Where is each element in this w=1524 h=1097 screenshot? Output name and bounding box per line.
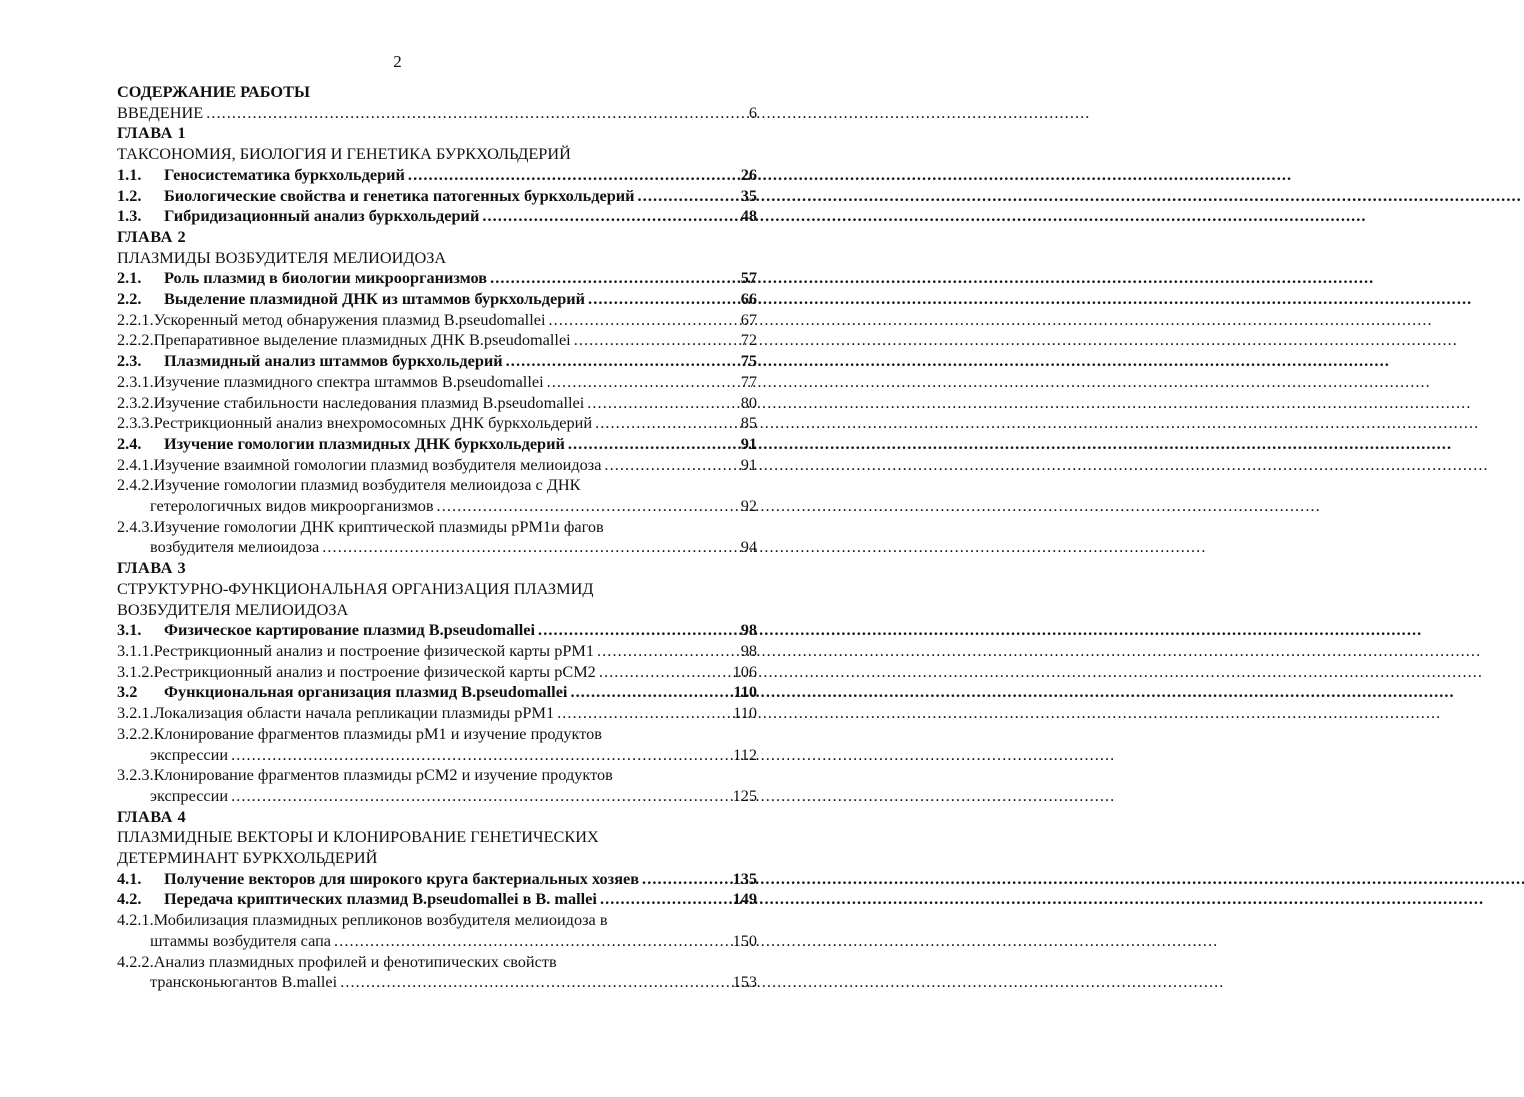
entry-number: 4.2.1. — [117, 910, 154, 930]
entry-text: Мобилизация плазмидных репликонов возбудителя мелиоидоза в — [153, 910, 608, 930]
entry-page: 112 — [733, 744, 757, 764]
entry-number: 2.4. — [117, 433, 142, 453]
leader-dots — [490, 268, 738, 289]
toc-entry-continuation — [117, 745, 757, 766]
leader-dots — [334, 931, 730, 952]
leader-dots — [588, 289, 738, 310]
entry-text-cont: штаммы возбудителя сапа — [150, 930, 332, 950]
entry-text: Получение векторов для широкого круга бактериальных хозяев — [164, 868, 640, 888]
toc-entry — [117, 475, 757, 496]
entry-text-cont: трансконьюгантов B.mallei — [150, 972, 338, 992]
entry-page: 80 — [740, 392, 757, 412]
entry-text: Изучение взаимной гомологии плазмид возбудителя мелиоидоза — [153, 454, 602, 474]
entry-text-cont: экспрессии — [150, 785, 229, 805]
entry-number: 2.4.3. — [117, 516, 154, 536]
toc-entry — [117, 351, 757, 372]
entry-text: Изучение гомологии плазмид возбудителя мелиоидоза с ДНК — [153, 475, 581, 495]
toc-entry — [117, 393, 757, 414]
entry-text: Рестрикционный анализ и построение физической карты pCM2 — [153, 661, 596, 681]
toc-entry — [117, 952, 757, 973]
entry-text: Рестрикционный анализ внехромосомных ДНК буркхольдерий — [153, 413, 593, 433]
toc-entry — [117, 765, 757, 786]
leader-dots — [557, 703, 730, 724]
leader-dots — [231, 745, 730, 766]
leader-dots — [482, 206, 737, 227]
entry-number: 4.2.2. — [117, 951, 154, 971]
leader-dots — [322, 537, 737, 558]
toc-entry — [117, 206, 757, 227]
entry-text: Анализ плазмидных профилей и фенотипических свойств — [153, 951, 557, 971]
entry-number: 2.3.3. — [117, 413, 154, 433]
leader-dots — [595, 413, 738, 434]
entry-number: 3.2.2. — [117, 723, 154, 743]
entry-number: 2.4.1. — [117, 454, 154, 474]
entry-page: 135 — [732, 868, 757, 888]
entry-page: 110 — [733, 682, 757, 702]
toc-entry-continuation — [117, 931, 757, 952]
entry-page: 149 — [732, 889, 757, 909]
entry-number: 2.3. — [117, 351, 142, 371]
leader-dots — [538, 620, 738, 641]
entry-text: Геносистематика буркхольдерий — [164, 164, 405, 184]
entry-text: Функциональная организация плазмид B.pseudomallei — [164, 682, 568, 702]
toc-entry — [117, 186, 757, 207]
toc-entry — [117, 310, 757, 331]
toc-entry — [117, 165, 757, 186]
entry-page: 75 — [740, 351, 757, 371]
toc-entry — [117, 372, 757, 393]
toc-entry — [117, 620, 757, 641]
toc-entry — [117, 289, 757, 310]
entry-number: 2.4.2. — [117, 475, 154, 495]
leader-dots — [597, 641, 738, 662]
entry-number: 2.3.2. — [117, 392, 154, 412]
toc-entry — [117, 682, 757, 703]
entry-text: Гибридизационный анализ буркхольдерий — [164, 206, 480, 226]
intro-label: ВВЕДЕНИЕ — [117, 102, 204, 122]
entry-page: 92 — [740, 496, 757, 516]
chapter-title: ПЛАЗМИДЫ ВОЗБУДИТЕЛЯ МЕЛИОИДОЗА — [117, 247, 447, 267]
entry-text-cont: экспрессии — [150, 744, 229, 764]
toc-header: СОДЕРЖАНИЕ РАБОТЫ — [117, 82, 310, 101]
toc-entry — [117, 889, 757, 910]
entry-number: 1.3. — [117, 206, 142, 226]
table-of-contents — [117, 82, 757, 993]
leader-dots — [638, 186, 738, 207]
toc-entry — [117, 330, 757, 351]
leader-dots — [574, 330, 738, 351]
entry-text: Клонирование фрагментов плазмиды pM1 и изучение продуктов — [153, 723, 602, 743]
entry-number: 2.2. — [117, 289, 142, 309]
entry-page: 98 — [740, 640, 757, 660]
toc-entry — [117, 703, 757, 724]
entry-number: 1.1. — [117, 164, 142, 184]
chapter-title: ДЕТЕРМИНАНТ БУРКХОЛЬДЕРИЙ — [117, 848, 378, 868]
chapter-title: ВОЗБУДИТЕЛЯ МЕЛИОИДОЗА — [117, 599, 349, 619]
entry-number: 2.1. — [117, 268, 142, 288]
entry-text-cont: возбудителя мелиоидоза — [150, 537, 320, 557]
page-number: 2 — [393, 52, 402, 71]
entry-text: Биологические свойства и генетика патогенных буркхольдерий — [164, 185, 635, 205]
entry-number: 3.1. — [117, 620, 142, 640]
entry-number: 2.3.1. — [117, 371, 154, 391]
entry-page: 67 — [740, 309, 757, 329]
chapters-container — [117, 123, 757, 993]
toc-entry-continuation — [117, 537, 757, 558]
entry-page: 77 — [740, 371, 757, 391]
leader-dots — [506, 351, 738, 372]
entry-text: Ускоренный метод обнаружения плазмид B.pseudomallei — [153, 309, 546, 329]
toc-entry-continuation — [117, 496, 757, 517]
entry-page: 106 — [732, 661, 757, 681]
leader-dots — [408, 165, 738, 186]
leader-dots — [206, 103, 746, 124]
leader-dots — [340, 972, 729, 993]
toc-entry — [117, 869, 757, 890]
entry-page: 94 — [740, 537, 757, 557]
leader-dots — [600, 889, 730, 910]
leader-dots — [604, 455, 737, 476]
entry-text-cont: гетерологичных видов микроорганизмов — [150, 496, 434, 516]
entry-text: Локализация области начала репликации плазмиды pPM1 — [153, 703, 555, 723]
entry-text: Изучение гомологии плазмидных ДНК буркхольдерий — [164, 433, 565, 453]
entry-text: Плазмидный анализ штаммов буркхольдерий — [164, 351, 503, 371]
entry-page: 98 — [740, 620, 757, 640]
leader-dots — [599, 662, 730, 683]
chapter-label: ГЛАВА 4 — [117, 806, 187, 826]
entry-page: 91 — [740, 433, 757, 453]
chapter-title: ТАКСОНОМИЯ, БИОЛОГИЯ И ГЕНЕТИКА БУРКХОЛЬДЕРИЙ — [117, 144, 571, 164]
entry-text: Выделение плазмидной ДНК из штаммов буркхольдерий — [164, 289, 586, 309]
toc-entry — [117, 434, 757, 455]
chapter-title: СТРУКТУРНО-ФУНКЦИОНАЛЬНАЯ ОРГАНИЗАЦИЯ ПЛАЗМИД — [117, 578, 594, 598]
entry-page: 153 — [732, 972, 757, 992]
entry-page: 125 — [732, 785, 757, 805]
toc-entry — [117, 455, 757, 476]
entry-number: 3.1.2. — [117, 661, 154, 681]
entry-text: Препаративное выделение плазмидных ДНК B.pseudomallei — [153, 330, 571, 350]
entry-number: 1.2. — [117, 185, 142, 205]
entry-page: 110 — [733, 703, 757, 723]
entry-number: 3.2 — [117, 682, 138, 702]
entry-text: Роль плазмид в биологии микроорганизмов — [164, 268, 488, 288]
entry-page: 91 — [740, 454, 757, 474]
toc-entry — [117, 662, 757, 683]
leader-dots — [587, 393, 737, 414]
entry-text: Изучение гомологии ДНК криптической плазмиды pPM1и фагов — [153, 516, 604, 536]
entry-page: 85 — [740, 413, 757, 433]
toc-entry-continuation — [117, 786, 757, 807]
chapter-label: ГЛАВА 2 — [117, 226, 187, 246]
entry-number: 3.1.1. — [117, 640, 154, 660]
leader-dots — [548, 310, 737, 331]
toc-entry-continuation — [117, 972, 757, 993]
toc-entry — [117, 724, 757, 745]
entry-number: 3.2.1. — [117, 703, 154, 723]
toc-entry — [117, 910, 757, 931]
entry-text: Рестрикционный анализ и построение физической карты pPM1 — [153, 640, 595, 660]
toc-entry — [117, 413, 757, 434]
entry-number: 3.2.3. — [117, 765, 154, 785]
chapter-label: ГЛАВА 1 — [117, 123, 187, 143]
toc-entry — [117, 641, 757, 662]
chapter-label: ГЛАВА 3 — [117, 558, 187, 578]
entry-page: 150 — [732, 930, 757, 950]
intro-page: 6 — [748, 102, 757, 122]
leader-dots — [547, 372, 738, 393]
entry-text: Изучение стабильности наследования плазмид B.pseudomallei — [153, 392, 585, 412]
entry-number: 2.2.1. — [117, 309, 154, 329]
entry-text: Передача криптических плазмид B.pseudomallei в B. mallei — [164, 889, 597, 909]
entry-number: 2.2.2. — [117, 330, 154, 350]
entry-page: 48 — [740, 206, 757, 226]
entry-page: 66 — [740, 289, 757, 309]
leader-dots — [231, 786, 729, 807]
entry-text: Клонирование фрагментов плазмиды pCM2 и изучение продуктов — [153, 765, 613, 785]
leader-dots — [437, 496, 738, 517]
entry-number: 4.1. — [117, 868, 142, 888]
entry-page: 57 — [740, 268, 757, 288]
leader-dots — [570, 682, 730, 703]
chapter-title: ПЛАЗМИДНЫЕ ВЕКТОРЫ И КЛОНИРОВАНИЕ ГЕНЕТИЧЕСКИХ — [117, 827, 599, 847]
toc-intro — [117, 103, 757, 124]
toc-entry — [117, 268, 757, 289]
entry-text: Изучение плазмидного спектра штаммов B.pseudomallei — [153, 371, 544, 391]
entry-page: 35 — [740, 185, 757, 205]
toc-entry — [117, 517, 757, 538]
entry-number: 4.2. — [117, 889, 142, 909]
leader-dots — [642, 869, 730, 890]
leader-dots — [568, 434, 738, 455]
entry-page: 72 — [740, 330, 757, 350]
entry-text: Физическое картирование плазмид B.pseudomallei — [164, 620, 536, 640]
entry-page: 26 — [740, 164, 757, 184]
